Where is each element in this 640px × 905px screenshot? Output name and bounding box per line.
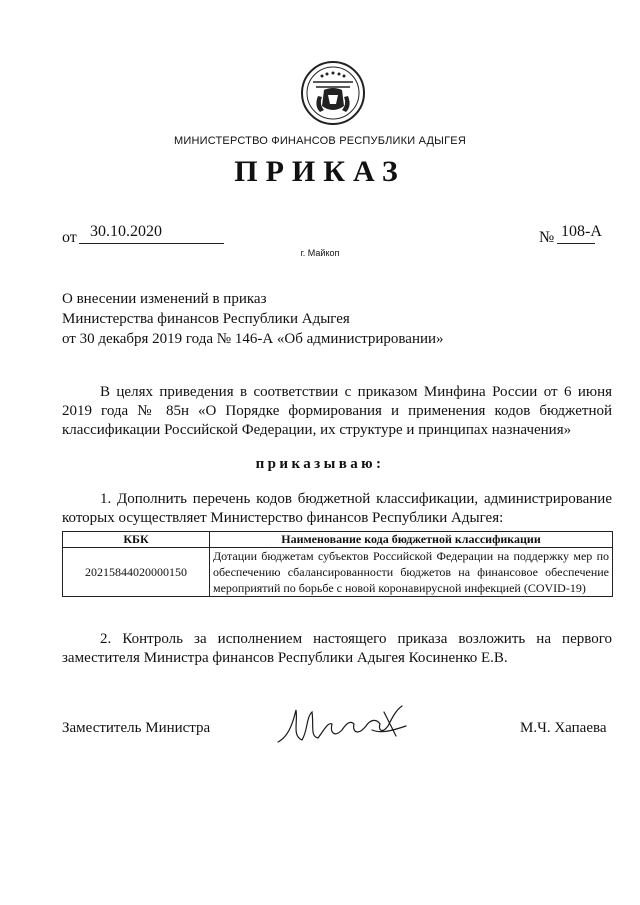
- item-1-paragraph: 1. Дополнить перечень кодов бюджетной классификации, администрирование которых осуществляет Министерство финансов Республики Адыгея:: [62, 491, 612, 526]
- kbk-table: [62, 531, 613, 597]
- order-word: приказываю:: [255, 456, 385, 472]
- order-date: 30.10.2020: [90, 223, 162, 240]
- table-row: [63, 548, 613, 597]
- preamble-paragraph: В целях приведения в соответствии с приказом Минфина России от 6 июня 2019 года № 85н «О Порядке формирования и применения кодов бюджетной классификации Российской Федерации, их структуре и принципах назначения»: [62, 384, 612, 438]
- number-prefix: №: [539, 229, 555, 246]
- subject-line: Министерства финансов Республики Адыгея: [62, 311, 350, 327]
- table-header-row: [63, 532, 613, 548]
- order-subject: [62, 289, 444, 349]
- item-2-paragraph: 2. Контроль за исполнением настоящего приказа возложить на первого заместителя Министра финансов Республики Адыгея Косиненко Е.В.: [62, 631, 612, 666]
- subject-line: О внесении изменений в приказ: [62, 291, 267, 307]
- document-title: ПРИКАЗ: [234, 155, 406, 188]
- kbk-code: 20215844020000150: [63, 548, 210, 597]
- coat-of-arms-icon: [300, 60, 366, 126]
- date-underline: [79, 243, 224, 244]
- order-number: 108-А: [561, 223, 602, 240]
- column-header-name: Наименование кода бюджетной классификации: [210, 532, 613, 548]
- signer-position: Заместитель Министра: [62, 720, 211, 736]
- city: г. Майкоп: [300, 248, 340, 258]
- ministry-name: МИНИСТЕРСТВО ФИНАНСОВ РЕСПУБЛИКИ АДЫГЕЯ: [174, 135, 466, 147]
- signer-name: М.Ч. Хапаева: [520, 720, 607, 736]
- subject-line: от 30 декабря 2019 года № 146-А «Об администрировании»: [62, 331, 444, 347]
- column-header-kbk: КБК: [63, 532, 210, 548]
- handwritten-signature-icon: [272, 700, 412, 750]
- number-underline: [557, 243, 595, 244]
- kbk-name: Дотации бюджетам субъектов Российской Федерации на поддержку мер по обеспечению сбалансированности бюджетов на финансовое обеспечение мероприятий по борьбе с новой коронавирусной инфекцией (COVID-19): [210, 548, 613, 597]
- date-prefix: от: [62, 229, 77, 246]
